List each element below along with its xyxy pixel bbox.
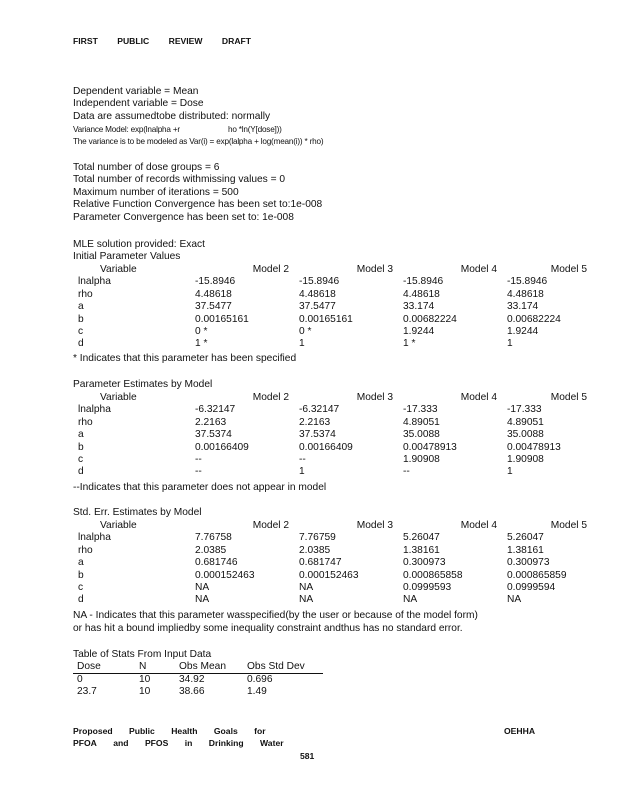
cell: 23.7 — [77, 685, 97, 697]
cell: 37.5374 — [195, 429, 232, 441]
cell: 1 — [507, 466, 513, 478]
table-row — [73, 582, 587, 594]
stderr-table — [73, 520, 587, 607]
cell: rho — [78, 288, 93, 300]
cell: d — [78, 338, 84, 350]
table-row — [73, 314, 587, 326]
header-cell: Variable — [100, 520, 137, 531]
footer-word: Health — [171, 726, 198, 736]
cell: 0.696 — [247, 674, 273, 686]
cell: c — [78, 453, 84, 465]
cell: 37.5374 — [299, 429, 336, 441]
cell: 1 — [299, 466, 305, 478]
cell: NA — [195, 594, 210, 606]
cell: 4.48618 — [195, 288, 232, 300]
cell: -- — [299, 453, 306, 465]
footer-word: Proposed — [73, 726, 113, 736]
header-cell: Model 2 — [252, 520, 289, 531]
specified-note: * Indicates that this parameter has been specified — [73, 353, 297, 364]
footer-word: Water — [260, 738, 284, 748]
header-cell: Obs Std Dev — [247, 661, 323, 673]
cell: 0.00165161 — [195, 313, 249, 325]
cell: 1.90908 — [507, 453, 544, 465]
table-header-row — [73, 661, 323, 673]
cell: -17.333 — [403, 404, 438, 416]
cell: -- — [195, 466, 202, 478]
cell: 1.38161 — [403, 544, 440, 556]
table-row — [73, 338, 587, 350]
cell: 0.681747 — [299, 557, 342, 569]
cell: -15.8946 — [195, 276, 236, 288]
cell: 1 — [507, 338, 513, 350]
header-cell: Model 5 — [550, 264, 587, 275]
table-header-row — [73, 392, 587, 404]
cell: 1 — [299, 338, 305, 350]
cell: 37.5477 — [299, 301, 336, 313]
cell: 0.00165161 — [299, 313, 353, 325]
not-in-model-note: --Indicates that this parameter does not appear in model — [73, 482, 327, 493]
cell: a — [78, 557, 84, 569]
cell: 2.0385 — [195, 544, 227, 556]
cell: NA — [507, 594, 522, 606]
cell: 37.5477 — [195, 301, 232, 313]
dependent-variable: Dependent variable = Mean — [73, 86, 199, 97]
table-row — [73, 326, 587, 338]
header-cell: Variable — [100, 392, 137, 403]
na-note-2: or has hit a bound impliedby some inequality constraint andthus has no standard error. — [73, 623, 463, 634]
cell: d — [78, 466, 84, 478]
footer-word: Drinking — [208, 738, 244, 748]
cell: rho — [78, 544, 93, 556]
header-cell: Model 3 — [356, 392, 393, 403]
cell: 1.9244 — [403, 325, 435, 337]
footer-word: in — [184, 738, 193, 748]
header-cell: Model 3 — [356, 520, 393, 531]
cell: 7.76759 — [299, 532, 336, 544]
cell: 0.00478913 — [403, 441, 457, 453]
table-row — [73, 673, 323, 685]
cell: 1 * — [403, 338, 416, 350]
cell: 4.48618 — [403, 288, 440, 300]
cell: c — [78, 325, 84, 337]
cell: 10 — [139, 685, 151, 697]
estimates-title: Parameter Estimates by Model — [73, 379, 213, 390]
header-cell: Dose — [73, 661, 139, 673]
stderr-title: Std. Err. Estimates by Model — [73, 507, 202, 518]
cell: c — [78, 581, 84, 593]
header-word: REVIEW — [168, 36, 203, 46]
header-cell: Variable — [100, 264, 137, 275]
cell: -17.333 — [507, 404, 542, 416]
setting-line: Total number of dose groups = 6 — [73, 162, 220, 173]
variance-model-b: ho *ln(Y[dose])) — [228, 125, 282, 134]
cell: 5.26047 — [507, 532, 544, 544]
cell: 35.0088 — [507, 429, 544, 441]
draft-header — [73, 36, 268, 46]
cell: 0 * — [195, 325, 208, 337]
table-row — [73, 594, 587, 606]
cell: 0.000152463 — [195, 569, 255, 581]
footer-word: PFOA — [73, 738, 97, 748]
independent-variable: Independent variable = Dose — [73, 98, 204, 109]
table-row — [73, 545, 587, 557]
cell: 38.66 — [179, 685, 205, 697]
cell: 0.000865858 — [403, 569, 463, 581]
header-cell: N — [139, 661, 179, 673]
cell: -15.8946 — [299, 276, 340, 288]
footer-word: and — [113, 738, 129, 748]
header-cell: Model 2 — [252, 392, 289, 403]
estimates-table — [73, 392, 587, 479]
cell: 35.0088 — [403, 429, 440, 441]
stats-block — [73, 649, 323, 697]
cell: 4.89051 — [403, 416, 440, 428]
cell: lnalpha — [78, 276, 111, 288]
cell: 0.00682224 — [403, 313, 457, 325]
setting-line: Parameter Convergence has been set to: 1e-008 — [73, 212, 294, 223]
cell: b — [78, 441, 84, 453]
header-cell: Model 5 — [550, 392, 587, 403]
stats-title: Table of Stats From Input Data — [73, 649, 212, 660]
cell: -15.8946 — [403, 276, 444, 288]
cell: 2.0385 — [299, 544, 331, 556]
table-row — [73, 454, 587, 466]
table-row — [73, 442, 587, 454]
cell: 34.92 — [179, 674, 205, 686]
cell: -- — [403, 466, 410, 478]
cell: 0.681746 — [195, 557, 238, 569]
cell: 2.2163 — [299, 416, 331, 428]
cell: 1.9244 — [507, 325, 539, 337]
cell: 7.76758 — [195, 532, 232, 544]
cell: 0.0999593 — [403, 581, 452, 593]
footer-word: for — [254, 726, 266, 736]
cell: NA — [299, 581, 314, 593]
cell: 0.00166409 — [299, 441, 353, 453]
cell: 1.38161 — [507, 544, 544, 556]
cell: 4.89051 — [507, 416, 544, 428]
initial-values-table — [73, 264, 587, 351]
cell: 1.90908 — [403, 453, 440, 465]
table-row — [73, 466, 587, 478]
header-word: PUBLIC — [117, 36, 150, 46]
table-row — [73, 429, 587, 441]
cell: 2.2163 — [195, 416, 227, 428]
setting-line: Total number of records withmissing values = 0 — [73, 174, 286, 185]
cell: 10 — [139, 674, 151, 686]
variance-formula: The variance is to be modeled as Var(i) = exp(lalpha + log(mean(i)) * rho) — [73, 137, 324, 146]
setting-line: Maximum number of iterations = 500 — [73, 187, 239, 198]
cell: 33.174 — [507, 301, 539, 313]
cell: NA — [403, 594, 418, 606]
cell: 0.300973 — [507, 557, 550, 569]
cell: -- — [195, 453, 202, 465]
header-cell: Obs Mean — [179, 661, 247, 673]
cell: 4.48618 — [507, 288, 544, 300]
header-cell: Model 4 — [460, 264, 497, 275]
cell: 0.0999594 — [507, 581, 556, 593]
cell: 0.00166409 — [195, 441, 249, 453]
table-row — [73, 289, 587, 301]
cell: 4.48618 — [299, 288, 336, 300]
cell: 0.000152463 — [299, 569, 359, 581]
cell: -15.8946 — [507, 276, 548, 288]
cell: d — [78, 594, 84, 606]
table-row — [73, 532, 587, 544]
distribution-line: Data are assumedtobe distributed: normally — [73, 111, 271, 122]
cell: a — [78, 429, 84, 441]
cell: 5.26047 — [403, 532, 440, 544]
cell: 0.000865859 — [507, 569, 567, 581]
cell: lnalpha — [78, 532, 111, 544]
table-row — [73, 417, 587, 429]
cell: 33.174 — [403, 301, 435, 313]
cell: -6.32147 — [195, 404, 236, 416]
header-word: FIRST — [73, 36, 98, 46]
cell: NA — [195, 581, 210, 593]
cell: a — [78, 301, 84, 313]
footer-word: PFOS — [144, 738, 169, 748]
variance-model-a: Variance Model: exp(lnalpha +r — [73, 125, 180, 134]
header-cell: Model 5 — [550, 520, 587, 531]
table-header-row — [73, 264, 587, 276]
header-cell: Model 4 — [460, 392, 497, 403]
footer-line-2 — [73, 738, 298, 748]
footer-word: Public — [129, 726, 155, 736]
footer-word: Goals — [213, 726, 238, 736]
cell: 1 * — [195, 338, 208, 350]
page-number: 581 — [300, 751, 315, 761]
cell: rho — [78, 416, 93, 428]
cell: 0.00682224 — [507, 313, 561, 325]
table-row — [73, 570, 587, 582]
table-row — [73, 686, 323, 698]
table-row — [73, 557, 587, 569]
cell: 1.49 — [247, 685, 267, 697]
header-cell: Model 3 — [356, 264, 393, 275]
cell: 0 — [77, 674, 83, 686]
stats-table — [73, 661, 323, 697]
table-header-row — [73, 520, 587, 532]
cell: NA — [299, 594, 314, 606]
header-cell: Model 4 — [460, 520, 497, 531]
cell: -6.32147 — [299, 404, 340, 416]
footer-line-1 — [73, 726, 280, 736]
na-note-1: NA - Indicates that this parameter wasspecified(by the user or because of the model form) — [73, 610, 478, 621]
setting-line: Relative Function Convergence has been set to:1e-008 — [73, 199, 323, 210]
mle-line: MLE solution provided: Exact — [73, 239, 205, 250]
cell: b — [78, 569, 84, 581]
initial-values-title: Initial Parameter Values — [73, 251, 181, 262]
agency-name: OEHHA — [504, 726, 536, 736]
table-row — [73, 276, 587, 288]
header-cell: Model 2 — [252, 264, 289, 275]
cell: 0.00478913 — [507, 441, 561, 453]
table-row — [73, 301, 587, 313]
header-word: DRAFT — [221, 36, 252, 46]
cell: 0 * — [299, 325, 312, 337]
cell: 0.300973 — [403, 557, 446, 569]
cell: b — [78, 313, 84, 325]
table-row — [73, 404, 587, 416]
cell: lnalpha — [78, 404, 111, 416]
